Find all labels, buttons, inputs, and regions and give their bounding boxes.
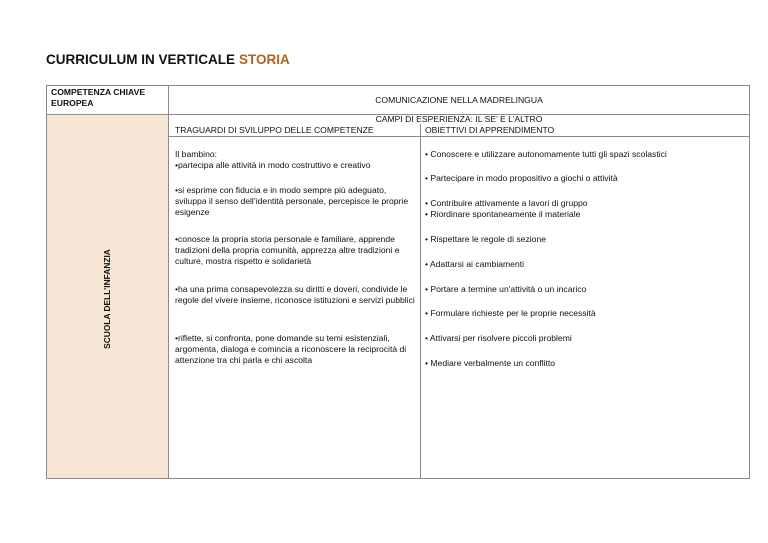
title-main: CURRICULUM IN VERTICALE	[46, 52, 235, 67]
column-divider	[420, 124, 421, 478]
objective-item: • Adattarsi ai cambiamenti	[425, 259, 525, 269]
school-level-cell	[47, 115, 168, 478]
objective-item: • Portare a termine un'attività o un incarico	[425, 284, 587, 294]
goal-item: •riflette, si confronta, pone domande su temi esistenziali, argomenta, dialoga e comincia a riconoscere la reciprocità di attenzione tra chi parla e chi ascolta	[175, 333, 407, 366]
school-level-label: SCUOLA DELL’INFANZIA	[102, 249, 112, 349]
objective-item: • Formulare richieste per le proprie necessità	[425, 308, 596, 318]
key-competence-value: COMUNICAZIONE NELLA MADRELINGUA	[375, 95, 543, 105]
goal-item: •si esprime con fiducia e in modo sempre più adeguato, sviluppa il senso dell’identità personale, percepisce le proprie esigenze	[175, 185, 409, 218]
key-competence-header: COMPETENZA CHIAVE EUROPEA	[51, 87, 146, 108]
objective-item: • Attivarsi per risolvere piccoli problemi	[425, 333, 572, 343]
field-of-experience: CAMPI DI ESPERIENZA: IL SE’ E L’ALTRO	[375, 114, 543, 124]
column-header-objectives: OBIETTIVI DI APPRENDIMENTO	[425, 125, 555, 135]
goal-intro: Il bambino:	[175, 149, 218, 159]
objective-item: • Conoscere e utilizzare autonomamente tutti gli spazi scolastici	[425, 149, 667, 159]
objective-item: • Riordinare spontaneamente il materiale	[425, 209, 581, 219]
left-column	[47, 86, 169, 478]
row-divider	[169, 136, 749, 137]
goal-item: •conosce la propria storia personale e familiare, apprende tradizioni della propria comunità, apprezza altre tradizioni e culture, mostra rispetto e solidarietà	[175, 234, 400, 267]
objective-item: • Contribuire attivamente a lavori di gruppo	[425, 198, 588, 208]
key-competence-header-cell	[47, 86, 168, 115]
goal-item: •ha una prima consapevolezza su diritti e doveri, condivide le regole del vivere insieme, riconosce istituzioni e servizi pubblici	[175, 284, 415, 306]
objective-item: • Partecipare in modo propositivo a giochi o attività	[425, 173, 618, 183]
column-header-goals: TRAGUARDI DI SVILUPPO DELLE COMPETENZE	[175, 125, 374, 135]
page-title	[46, 52, 290, 67]
objective-item: • Rispettare le regole di sezione	[425, 234, 547, 244]
curriculum-table	[46, 85, 750, 479]
title-subject: STORIA	[239, 52, 290, 67]
objective-item: • Mediare verbalmente un conflitto	[425, 358, 556, 368]
goal-item: •partecipa alle attività in modo costruttivo e creativo	[175, 160, 371, 170]
